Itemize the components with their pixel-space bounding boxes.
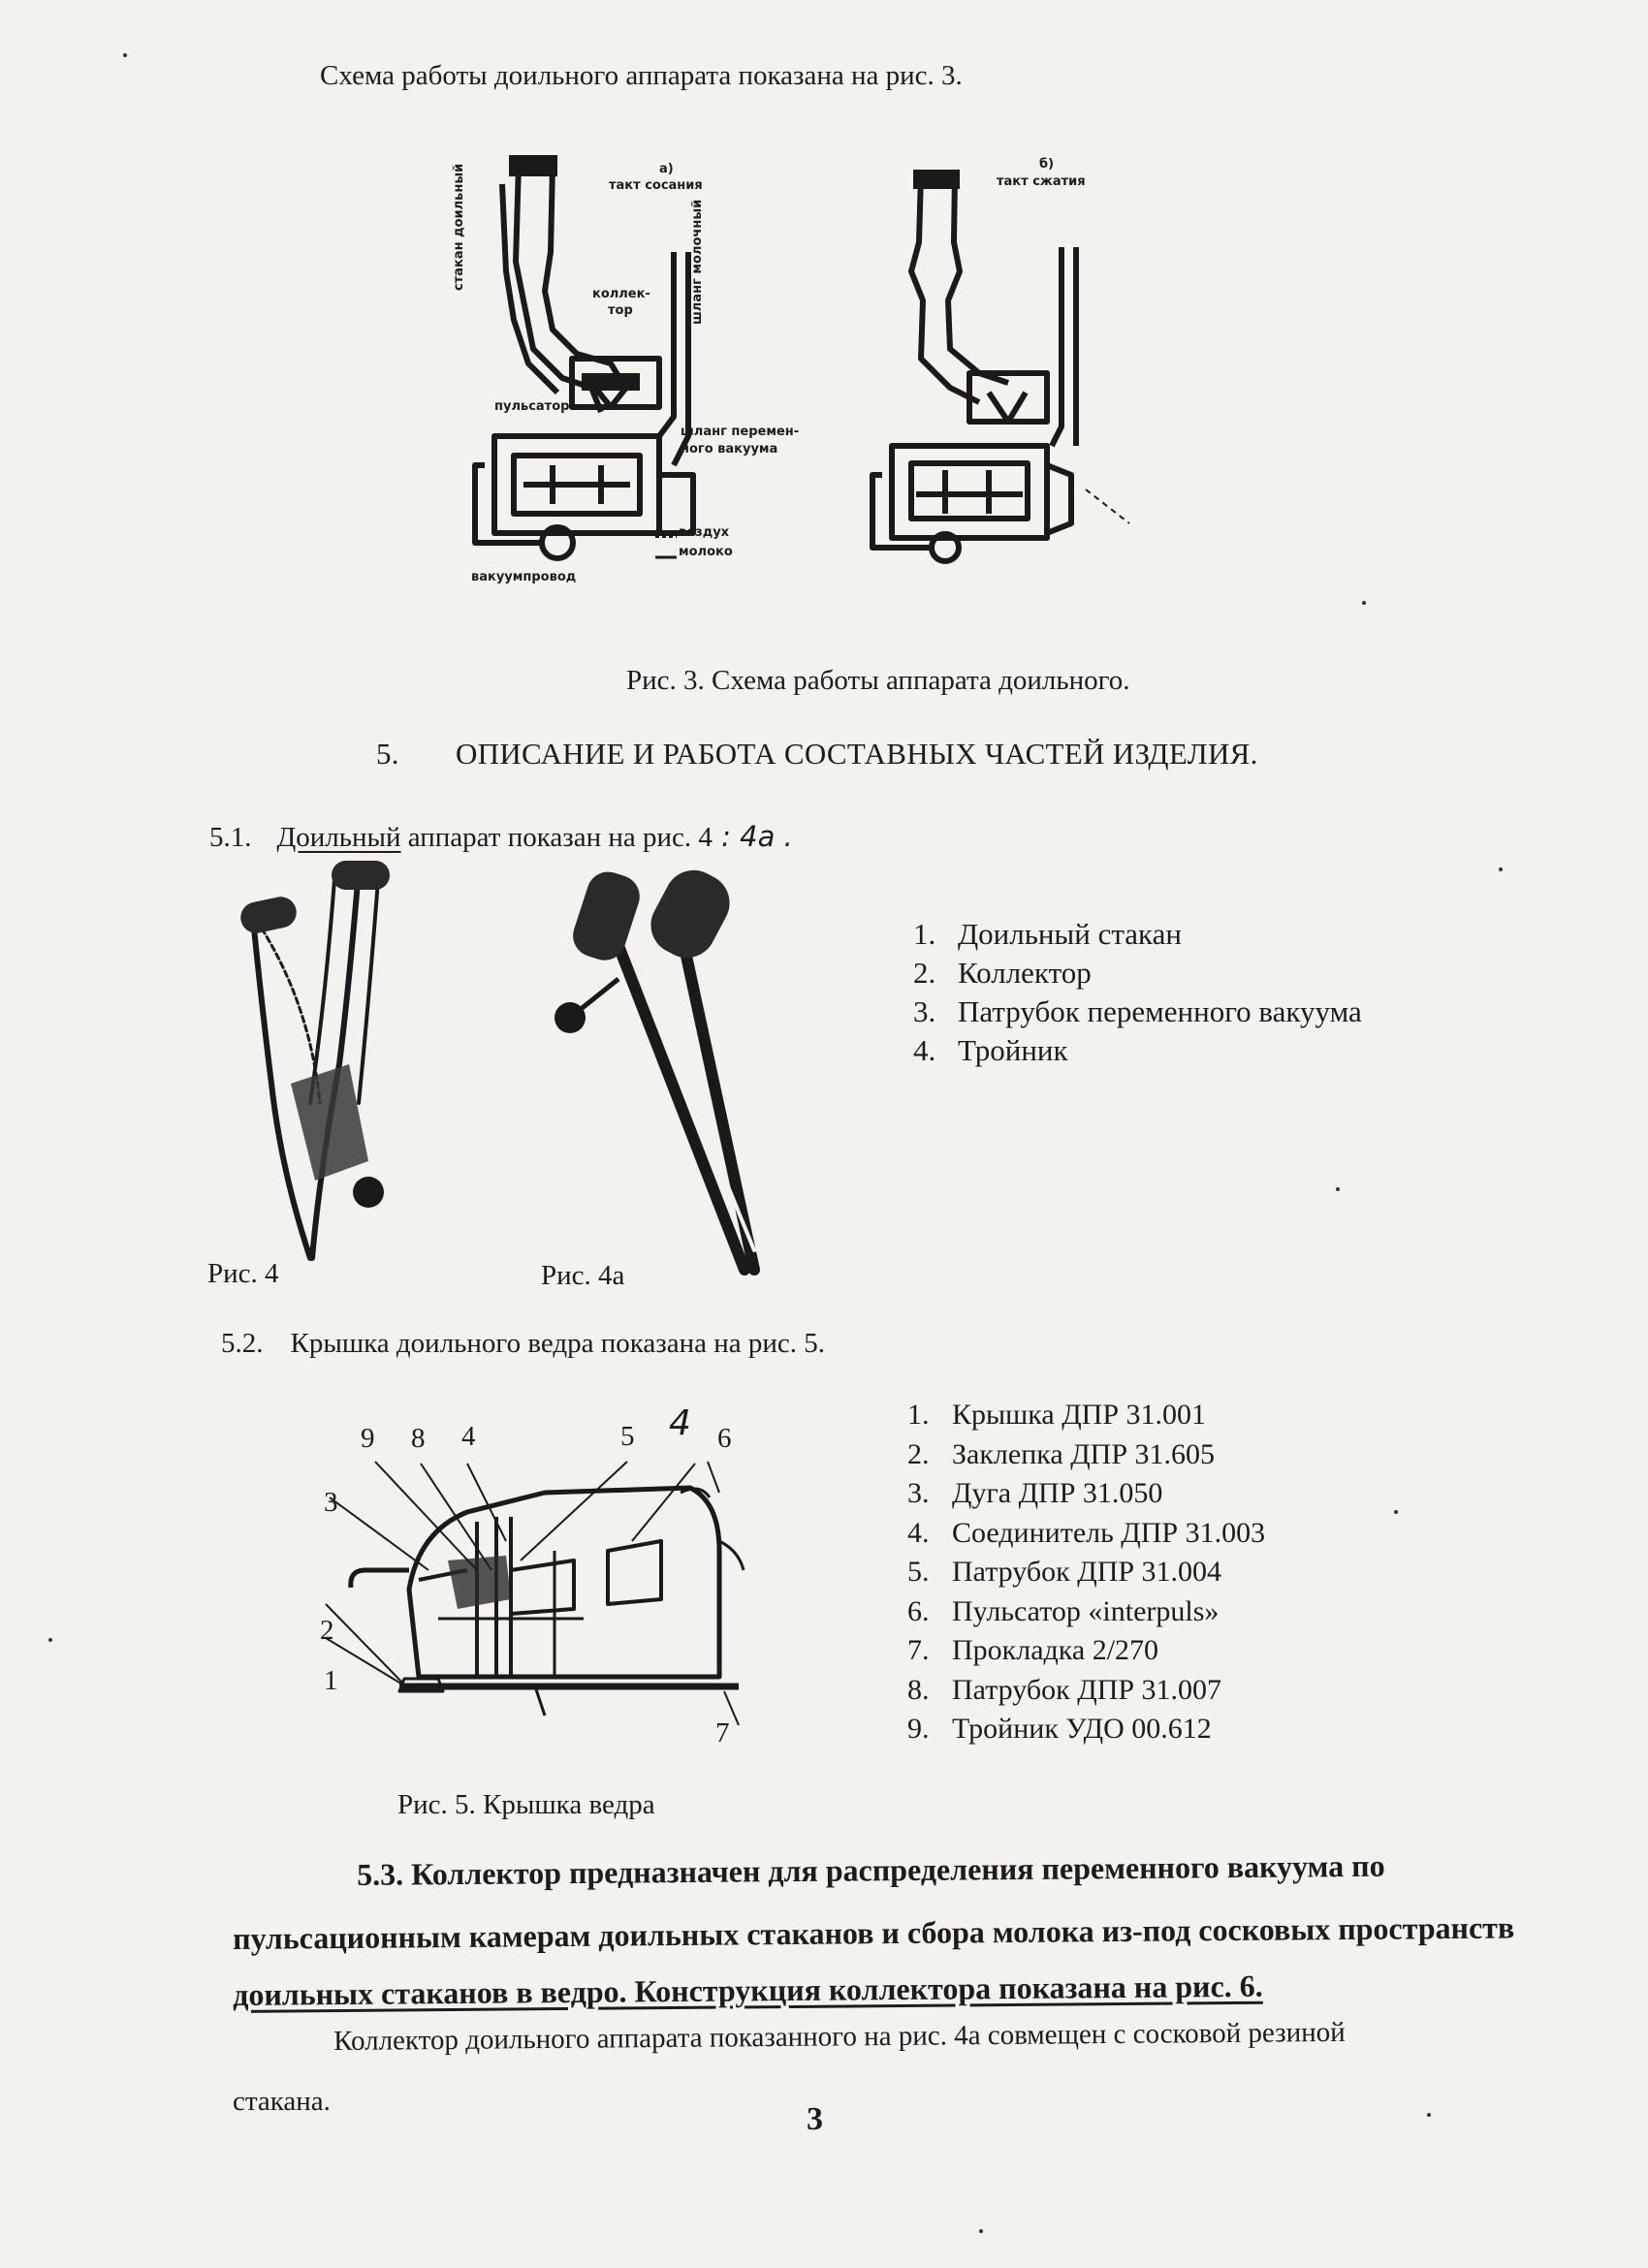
fig5-callout-5: 5: [620, 1421, 635, 1452]
scan-speck: [1394, 1510, 1398, 1514]
fig3-label-milk-hose: шланг молочный: [690, 199, 705, 325]
fig5-callout-2: 2: [320, 1615, 334, 1646]
s53-line-4: Коллектор доильного аппарата показанного на рис. 4а совмещен с сосковой резиной: [333, 2016, 1346, 2057]
fig5-caption: Рис. 5. Крышка ведра: [397, 1789, 655, 1820]
scan-speck: [979, 2229, 983, 2233]
fig3-diagram-b: [853, 155, 1144, 591]
s51-legend-item: 2. Коллектор: [913, 956, 1092, 990]
s52-legend-item: 1. Крышка ДПР 31.001: [907, 1399, 1207, 1431]
s51-legend: [913, 915, 1362, 1070]
s53-line-2: пульсационным камерам доильных стаканов и сбора молока из-под сосковых пространств: [233, 1909, 1515, 1956]
page-number: 3: [807, 2101, 823, 2137]
fig5-image: [312, 1425, 768, 1716]
fig5-callout-8: 8: [411, 1423, 426, 1454]
fig3-label-compression: такт сжатия: [997, 174, 1086, 189]
section-5-title: ОПИСАНИЕ И РАБОТА СОСТАВНЫХ ЧАСТЕЙ ИЗДЕЛИЯ.: [456, 737, 1258, 771]
fig3-label-collector-1: коллек-: [592, 287, 650, 301]
s52-legend-item: 7. Прокладка 2/270: [907, 1634, 1159, 1666]
s52-number: 5.2.: [221, 1328, 264, 1359]
s52-legend-item: 2. Заклепка ДПР 31.605: [907, 1437, 1216, 1470]
fig3-label-pulsator: пульсатор: [494, 399, 570, 414]
s51-number: 5.1.: [209, 822, 252, 853]
s53-line-3: доильных стаканов в ведро. Конструкция коллектора показана на рис. 6.: [233, 1968, 1263, 2012]
s52-legend: [907, 1396, 1265, 1749]
s52-legend-item: 6. Пульсатор «interpuls»: [907, 1594, 1220, 1627]
fig3-label-milk: молоко: [679, 545, 733, 559]
s52-paragraph: [221, 1328, 825, 1360]
fig4a-image: [551, 853, 803, 1289]
scan-speck: [1336, 1187, 1340, 1191]
s52-legend-item: 4. Соединитель ДПР 31.003: [907, 1516, 1266, 1549]
s51-text: аппарат показан на рис. 4: [400, 822, 713, 853]
s51-legend-item: 3. Патрубок переменного вакуума: [913, 994, 1362, 1028]
s51-underlined-word: Доильный: [276, 822, 401, 853]
s52-legend-item: 9. Тройник УДО 00.612: [907, 1713, 1212, 1745]
s52-legend-item: 5. Патрубок ДПР 31.004: [907, 1556, 1222, 1588]
scan-speck: [48, 1638, 52, 1642]
fig3-label-b: б): [1039, 157, 1055, 172]
fig3-diagram-a: [456, 145, 766, 582]
fig4a-caption: Рис. 4а: [541, 1260, 625, 1291]
s52-text: Крышка доильного ведра показана на рис. 5.: [290, 1328, 826, 1359]
s53-line-1: 5.3. Коллектор предназначен для распределения переменного вакуума по: [357, 1847, 1385, 1892]
fig3-label-vacuum-line: вакуумпровод: [471, 570, 577, 584]
s51-handwritten-note: : 4а .: [712, 820, 793, 853]
fig3-label-collector-2: тор: [608, 303, 633, 318]
fig5-callout-6: 6: [717, 1423, 732, 1454]
fig5-callout-4-handwritten: 4: [669, 1403, 691, 1443]
fig3-label-air: воздух: [679, 525, 730, 540]
intro-text: Схема работы доильного аппарата показана на рис. 3.: [320, 60, 963, 91]
fig3-label-a: а): [659, 162, 674, 176]
scan-speck: [123, 53, 127, 57]
s51-legend-item: 4. Тройник: [913, 1033, 1068, 1067]
fig4-image: [223, 851, 427, 1277]
fig3-legend-lines: [655, 531, 713, 570]
fig5-callout-4: 4: [461, 1421, 476, 1452]
section-5-number: 5.: [376, 737, 399, 771]
fig5-callout-3: 3: [324, 1487, 338, 1518]
fig5-callout-9: 9: [361, 1423, 375, 1454]
s52-legend-item: 3. Дуга ДПР 31.050: [907, 1477, 1163, 1509]
s51-paragraph: [209, 820, 793, 854]
s52-legend-item: 8. Патрубок ДПР 31.007: [907, 1673, 1222, 1706]
scan-speck: [1499, 867, 1503, 871]
fig3-caption: Рис. 3. Схема работы аппарата доильного.: [626, 665, 1130, 696]
fig3-label-var-hose-1: шланг перемен-: [681, 425, 800, 439]
fig3-label-suction: такт сосания: [609, 178, 703, 193]
s53-line-5: стакана.: [233, 2086, 331, 2117]
s51-legend-item: 1. Доильный стакан: [913, 917, 1182, 951]
scan-speck: [1427, 2113, 1431, 2117]
fig3-label-cup: стакан доильный: [452, 163, 466, 291]
scan-speck: [1362, 601, 1366, 605]
fig4-caption: Рис. 4: [207, 1258, 279, 1289]
fig5-callout-7: 7: [715, 1717, 730, 1748]
fig3-label-var-hose-2: ного вакуума: [681, 442, 778, 457]
fig5-callout-1: 1: [324, 1665, 338, 1696]
